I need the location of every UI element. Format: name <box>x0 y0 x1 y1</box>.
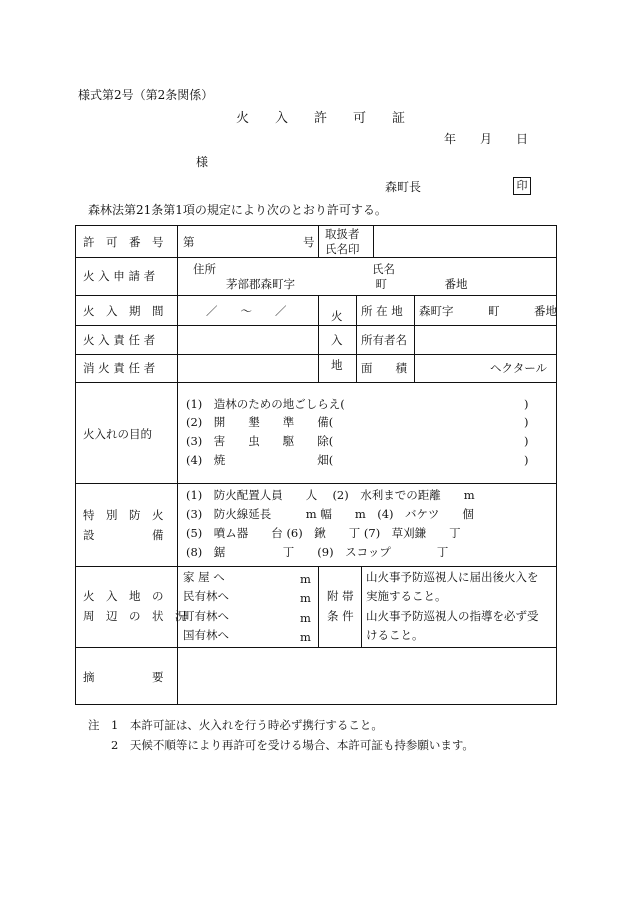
purpose-close-paren: ) <box>524 453 529 467</box>
permit-number-suffix: 号 <box>303 235 315 249</box>
fire-land-char-2: 入 <box>331 333 343 347</box>
special-equipment-label-line2: 設 備 <box>83 528 164 542</box>
condition-line: 山火事予防巡視人の指導を必ず受 <box>366 609 539 623</box>
address-label: 住所 <box>193 262 216 276</box>
surrounding-item-unit: m <box>300 630 311 644</box>
purpose-item: (3) 害 虫 駆 除( <box>186 434 334 448</box>
conditions-label-line1: 附 帯 <box>327 589 354 603</box>
purpose-item: (2) 開 墾 準 備( <box>186 415 334 429</box>
condition-line: 山火事予防巡視人に届出後火入を <box>366 570 539 584</box>
surrounding-item-label: 国有林へ <box>183 628 229 642</box>
special-equipment-label-line1: 特 別 防 火 <box>83 508 164 522</box>
handler-label-line2: 氏名印 <box>325 242 360 256</box>
document-title: 火 入 許 可 証 <box>236 111 406 126</box>
form-number: 様式第2号（第2条関係） <box>78 88 214 102</box>
equipment-row: (3) 防火線延長 m 幅 m (4) バケツ 個 <box>186 507 474 521</box>
issuer-name: 森町長 <box>385 180 422 194</box>
surrounding-item-label: 民有林へ <box>183 589 229 603</box>
applicant-label: 火 入 申 請 者 <box>83 269 156 283</box>
purpose-item: (1) 造林のための地ごしらえ( <box>186 397 345 411</box>
surrounding-item-unit: m <box>300 591 311 605</box>
purpose-close-paren: ) <box>524 397 529 411</box>
name-label: 氏名 <box>372 262 395 276</box>
fire-responsible-label: 火 入 責 任 者 <box>83 333 156 347</box>
purpose-close-paren: ) <box>524 434 529 448</box>
remarks-label: 摘 要 <box>83 670 164 684</box>
purpose-item: (4) 焼 畑( <box>186 453 334 467</box>
equipment-row: (1) 防火配置人員 人 (2) 水利までの距離 m <box>186 488 475 502</box>
intro-text: 森林法第21条第1項の規定により次のとおり許可する。 <box>88 203 387 217</box>
location-label: 所 在 地 <box>361 304 403 318</box>
condition-line: けること。 <box>366 628 424 642</box>
condition-line: 実施すること。 <box>366 589 447 603</box>
owner-name-label: 所有者名 <box>361 333 407 347</box>
period-label: 火 入 期 間 <box>83 304 164 318</box>
equipment-row: (5) 噴ム器 台 (6) 鍬 丁 (7) 草刈鎌 丁 <box>186 526 461 540</box>
location-value: 森町字 町 番地 <box>419 304 557 318</box>
fire-land-char-1: 火 <box>331 309 343 323</box>
surrounding-item-label: 町有林へ <box>183 609 229 623</box>
surrounding-item-label: 家 屋 へ <box>183 570 225 584</box>
area-label: 面 積 <box>361 361 407 375</box>
period-value: ／ 〜 ／ <box>206 304 287 318</box>
surroundings-label-line2: 周 辺 の 状 況 <box>83 609 187 623</box>
permit-number-prefix: 第 <box>183 235 195 249</box>
surrounding-item-unit: m <box>300 611 311 625</box>
handler-label-line1: 取扱者 <box>325 227 360 241</box>
seal-mark: 印 <box>513 177 531 195</box>
issue-date: 年 月 日 <box>444 132 529 146</box>
surroundings-label-line1: 火 入 地 の <box>83 589 164 603</box>
surrounding-item-unit: m <box>300 572 311 586</box>
extinguish-responsible-label: 消 火 責 任 者 <box>83 361 156 375</box>
area-unit: ヘクタール <box>490 361 548 375</box>
equipment-row: (8) 鋸 丁 (9) スコップ 丁 <box>186 545 449 559</box>
purpose-close-paren: ) <box>524 415 529 429</box>
address-value: 茅部郡森町字 町 番地 <box>226 277 468 291</box>
conditions-label-line2: 条 件 <box>327 609 354 623</box>
permit-number-label: 許 可 番 号 <box>83 235 164 249</box>
fire-land-char-3: 地 <box>331 358 343 372</box>
purpose-label: 火入れの目的 <box>83 427 152 441</box>
note-line: 注 1 本許可証は、火入れを行う時必ず携行すること。 <box>88 718 383 732</box>
addressee-suffix: 様 <box>196 155 209 169</box>
note-line: 2 天候不順等により再許可を受ける場合、本許可証も持参願います。 <box>88 738 474 752</box>
